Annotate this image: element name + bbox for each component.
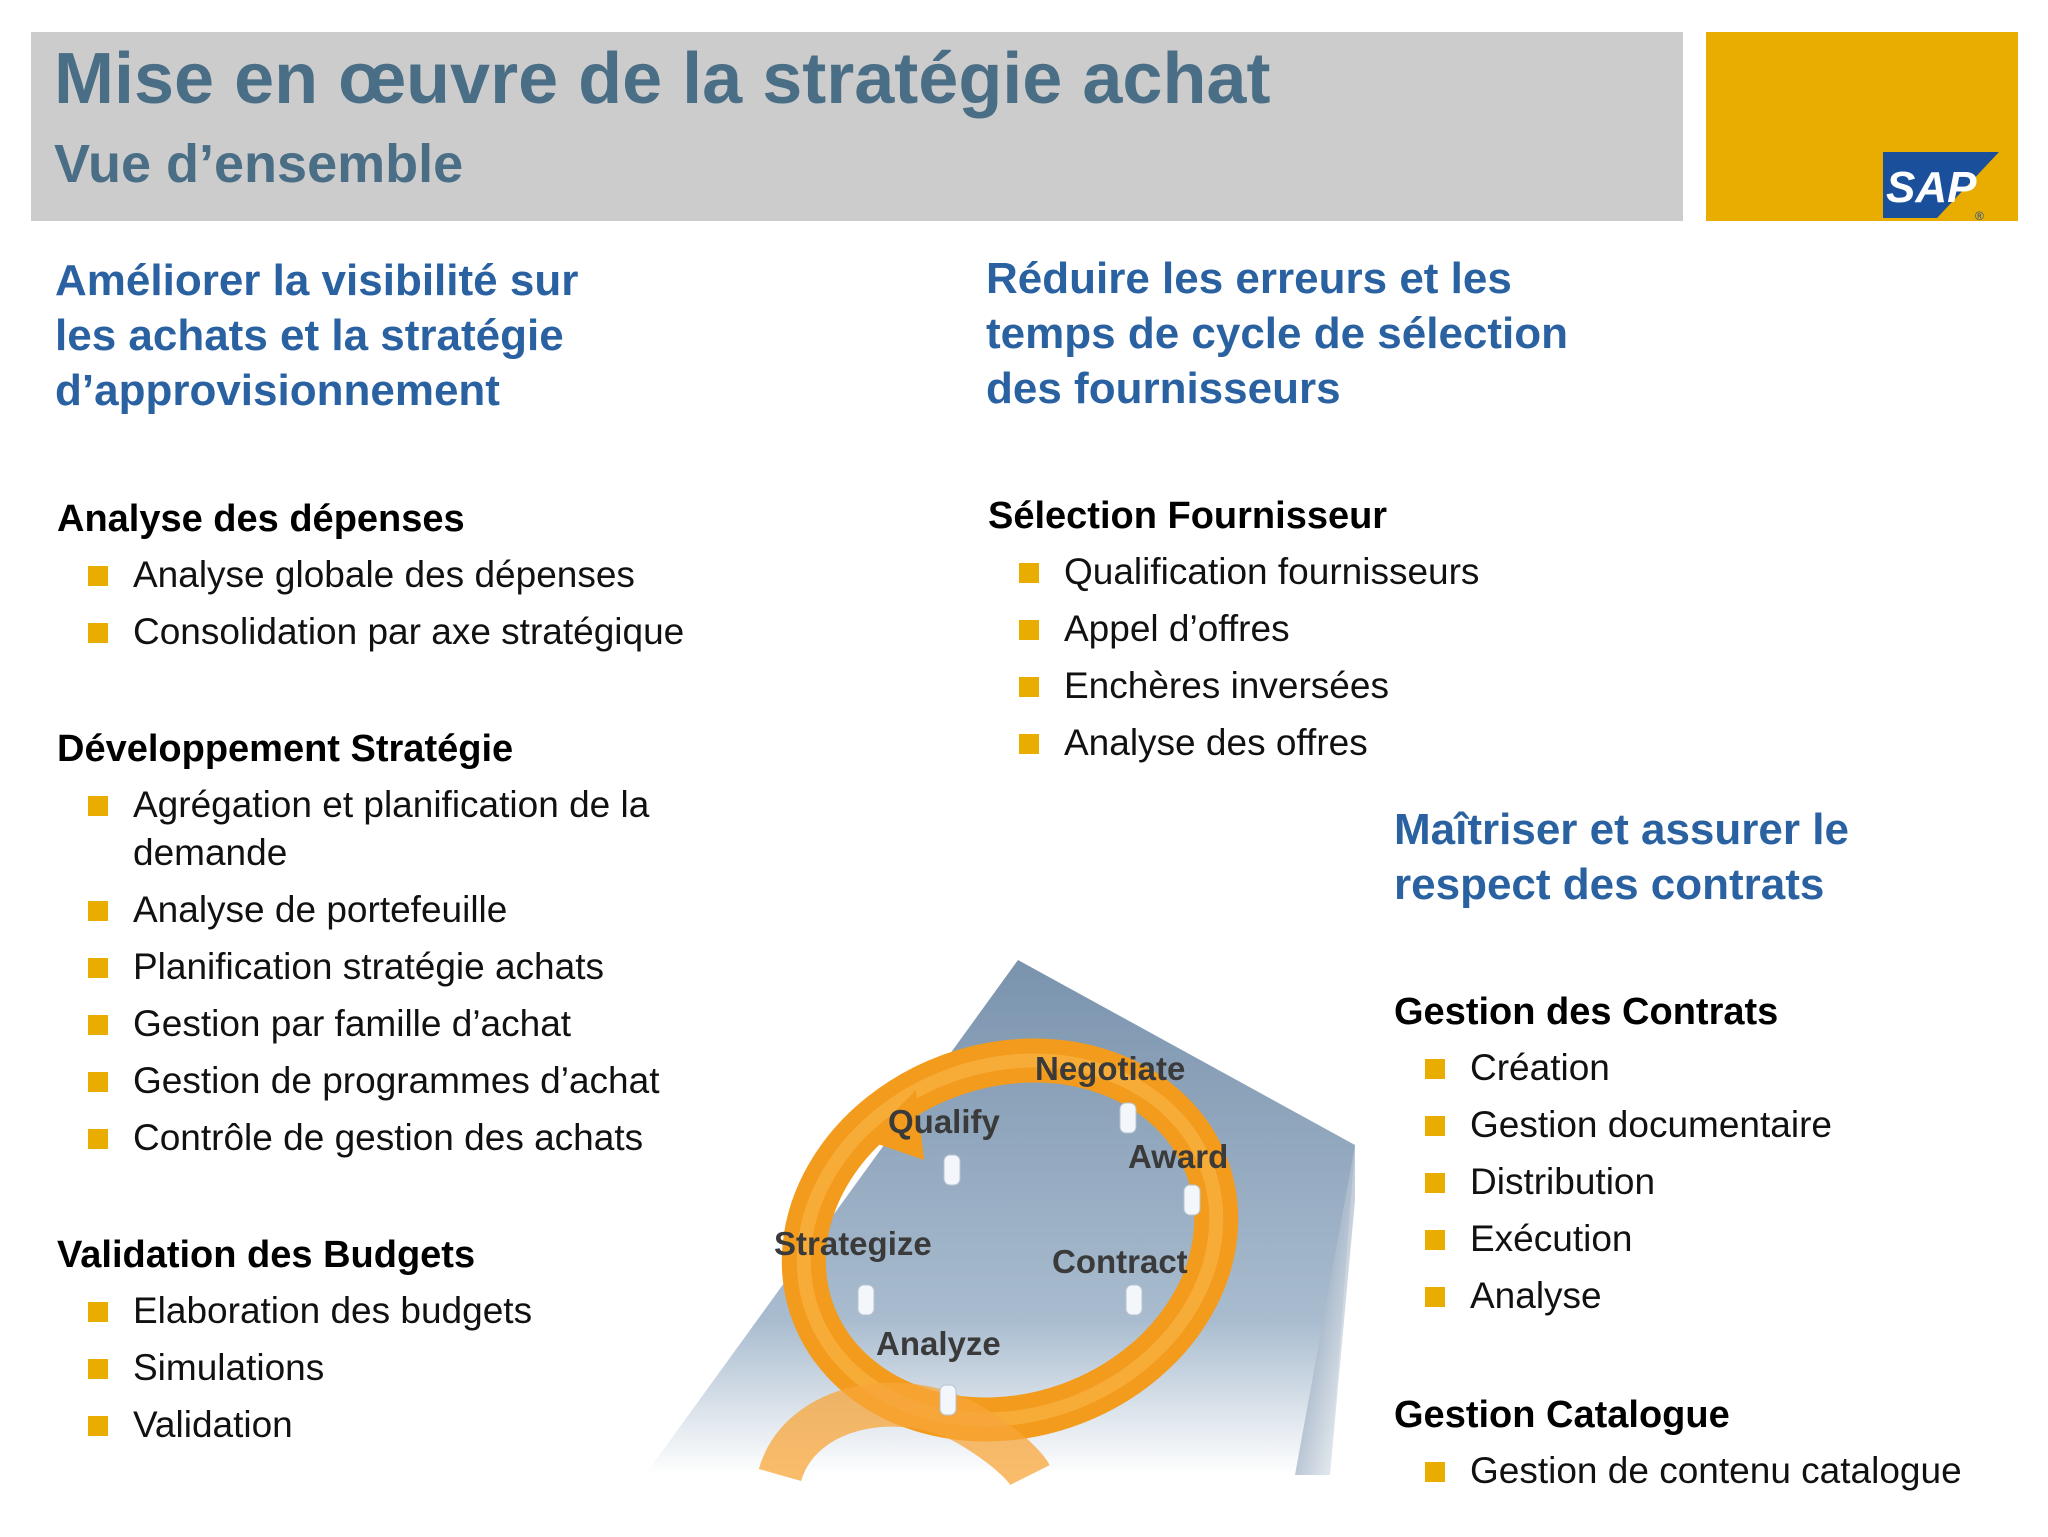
list-item-text: Simulations [133, 1347, 325, 1388]
list-item-text: Validation [133, 1404, 293, 1445]
list-item-text: Distribution [1470, 1161, 1656, 1202]
list-item-text: Qualification fournisseurs [1064, 551, 1480, 592]
section-title: Sélection Fournisseur [988, 495, 1388, 537]
list-item [57, 1344, 532, 1392]
section-title: Validation des Budgets [57, 1234, 476, 1276]
list-item-text: Planification stratégie achats [133, 946, 604, 987]
col1-heading-line: d’approvisionnement [55, 366, 500, 415]
bullet-square-icon [1425, 1287, 1445, 1307]
bullet-square-icon [88, 1015, 108, 1035]
bullet-square-icon [1425, 1462, 1445, 1482]
bullet-square-icon [1019, 620, 1039, 640]
list-item-text: Analyse de portefeuille [133, 889, 508, 930]
sourcing-cycle-diagram [640, 955, 1360, 1490]
col2-heading-block [986, 251, 1568, 416]
list-item-text: Gestion documentaire [1470, 1104, 1832, 1145]
col3-heading-line: Maîtriser et assurer le [1394, 805, 1849, 854]
stage-label-qualify: Qualify [888, 1103, 1000, 1140]
list-item-text: Appel d’offres [1064, 608, 1290, 649]
list-item [988, 719, 1479, 767]
page-subtitle: Vue d’ensemble [54, 134, 464, 194]
col2-heading-line: des fournisseurs [986, 364, 1341, 413]
list-item [57, 781, 660, 877]
section-developpement-strategie [57, 726, 660, 1162]
list-item-text: Analyse des offres [1064, 722, 1368, 763]
bullet-square-icon [88, 1072, 108, 1092]
section-title: Développement Stratégie [57, 728, 514, 770]
bullet-list [988, 548, 1479, 767]
bullet-square-icon [1425, 1230, 1445, 1250]
list-item-text: Gestion de programmes d’achat [133, 1060, 660, 1101]
bullet-square-icon [1019, 677, 1039, 697]
col3-heading [1394, 802, 1849, 912]
list-item-text: Gestion par famille d’achat [133, 1003, 572, 1044]
sap-logo-text: SAP [1886, 163, 1977, 212]
list-item-text: Analyse globale des dépenses [133, 554, 635, 595]
bullet-list [57, 1287, 532, 1449]
col3-heading-line: respect des contrats [1394, 860, 1825, 909]
list-item [57, 1114, 660, 1162]
section-gestion-catalogue [1394, 1392, 1962, 1495]
stage-label-negotiate: Negotiate [1035, 1050, 1186, 1087]
bullet-square-icon [88, 566, 108, 586]
col1-heading-line: les achats et la stratégie [55, 311, 564, 360]
page-title: Mise en œuvre de la stratégie achat [54, 39, 1271, 119]
stage-label-contract: Contract [1052, 1243, 1188, 1280]
bullet-list [57, 551, 684, 656]
list-item [1394, 1447, 1962, 1495]
bullet-list [1394, 1044, 1832, 1320]
list-item-text: Agrégation et planification de la [133, 784, 650, 825]
bullet-list [57, 781, 660, 1162]
bullet-square-icon [1019, 563, 1039, 583]
list-item-text: Enchères inversées [1064, 665, 1389, 706]
stage-label-strategize: Strategize [774, 1225, 932, 1262]
bullet-square-icon [88, 1359, 108, 1379]
col2-heading [986, 251, 1568, 416]
section-validation-budgets [57, 1232, 532, 1449]
list-item [1394, 1044, 1832, 1092]
list-item-text: Analyse [1470, 1275, 1602, 1316]
bullet-square-icon [88, 901, 108, 921]
col1-heading-line: Améliorer la visibilité sur [55, 256, 579, 305]
list-item [57, 886, 660, 934]
col2-heading-line: Réduire les erreurs et les [986, 254, 1512, 303]
list-item [1394, 1101, 1832, 1149]
bullet-square-icon [1425, 1173, 1445, 1193]
bullet-square-icon [1019, 734, 1039, 754]
list-item-text: Exécution [1470, 1218, 1633, 1259]
bullet-square-icon [88, 958, 108, 978]
section-title: Gestion des Contrats [1394, 991, 1779, 1033]
list-item [57, 1287, 532, 1335]
list-item [57, 943, 660, 991]
list-item [988, 605, 1479, 653]
section-title: Analyse des dépenses [57, 498, 465, 540]
list-item-text: Gestion de contenu catalogue [1470, 1450, 1962, 1491]
col1-heading-block [55, 253, 578, 418]
stage-label-analyze: Analyze [876, 1325, 1001, 1362]
section-gestion-contrats [1394, 989, 1832, 1320]
list-item-text: Elaboration des budgets [133, 1290, 533, 1331]
sap-logo [1883, 152, 1999, 222]
list-item [1394, 1272, 1832, 1320]
bullet-square-icon [88, 796, 108, 816]
bullet-square-icon [1425, 1059, 1445, 1079]
list-item [57, 1000, 660, 1048]
list-item [57, 1057, 660, 1105]
list-item [57, 551, 684, 599]
list-item [57, 608, 684, 656]
list-item-text: Consolidation par axe stratégique [133, 611, 685, 652]
list-item-text: Création [1470, 1047, 1610, 1088]
list-item [1394, 1215, 1832, 1263]
list-item-text: demande [133, 832, 288, 873]
bullet-square-icon [1425, 1116, 1445, 1136]
list-item [988, 662, 1479, 710]
col2-heading-line: temps de cycle de sélection [986, 309, 1569, 358]
bullet-square-icon [88, 1302, 108, 1322]
bullet-list [1394, 1447, 1962, 1495]
section-analyse-depenses [57, 496, 684, 656]
section-selection-fournisseur [988, 493, 1479, 767]
col3-heading-block [1394, 802, 1849, 912]
list-item [988, 548, 1479, 596]
col1-heading [55, 253, 578, 418]
list-item [1394, 1158, 1832, 1206]
bullet-square-icon [88, 1416, 108, 1436]
list-item [57, 1401, 532, 1449]
bullet-square-icon [88, 623, 108, 643]
bullet-square-icon [88, 1129, 108, 1149]
stage-label-award: Award [1128, 1138, 1229, 1175]
registered-mark: ® [1975, 209, 1984, 222]
section-title: Gestion Catalogue [1394, 1394, 1730, 1436]
list-item-text: Contrôle de gestion des achats [133, 1117, 644, 1158]
